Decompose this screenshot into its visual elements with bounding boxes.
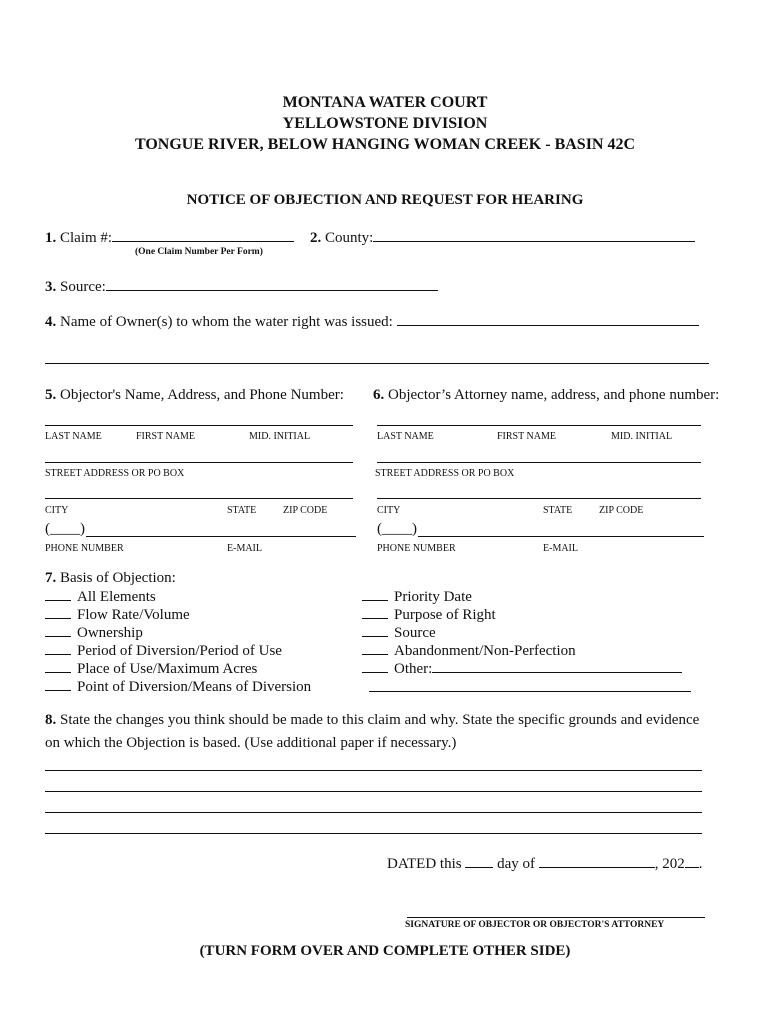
other-field-line2[interactable] <box>369 691 691 692</box>
basis-item-label: Priority Date <box>394 589 472 605</box>
claim-number-note: (One Claim Number Per Form) <box>135 247 263 257</box>
basis-checkbox[interactable] <box>45 588 71 601</box>
changes-text2: on which the Objection is based. (Use additional paper if necessary.) <box>45 735 457 751</box>
signature-label: SIGNATURE OF OBJECTOR OR OBJECTOR'S ATTORNEY <box>405 920 665 930</box>
objector-phone-paren: (____) <box>45 521 85 537</box>
attorney-phone-field[interactable] <box>418 536 704 537</box>
attorney-state-label: STATE <box>543 505 573 516</box>
basis-checkbox[interactable] <box>362 588 388 601</box>
basis-checkbox[interactable] <box>45 678 71 691</box>
basis-item-label: Flow Rate/Volume <box>77 607 190 623</box>
owner-label: Name of Owner(s) to whom the water right was issued: <box>60 314 393 330</box>
other-field[interactable] <box>432 660 682 673</box>
division-name: YELLOWSTONE DIVISION <box>282 115 488 132</box>
claim-number-field[interactable] <box>112 229 294 242</box>
county-field[interactable] <box>373 229 695 242</box>
objector-street-label: STREET ADDRESS OR PO BOX <box>45 468 185 479</box>
basis-item-label: Period of Diversion/Period of Use <box>77 643 282 659</box>
source-label: Source: <box>60 279 106 295</box>
claim-number-row <box>45 229 294 247</box>
basis-item-label: Source <box>394 625 436 641</box>
attorney-zip-label: ZIP CODE <box>599 505 644 516</box>
court-name: MONTANA WATER COURT <box>282 94 488 111</box>
basis-item[interactable] <box>45 606 311 624</box>
basis-right-list <box>362 588 682 678</box>
objector-last-name-label: LAST NAME <box>45 431 102 442</box>
basis-item[interactable] <box>362 606 682 624</box>
attorney-street-label: STREET ADDRESS OR PO BOX <box>375 468 515 479</box>
q8-number: 8. <box>45 712 57 728</box>
basis-item[interactable] <box>45 588 311 606</box>
attorney-city-label: CITY <box>377 505 401 516</box>
changes-field-line[interactable] <box>45 770 702 771</box>
q3-number: 3. <box>45 279 57 295</box>
objector-phone-field[interactable] <box>86 536 356 537</box>
attorney-first-name-label: FIRST NAME <box>497 431 556 442</box>
attorney-name-field[interactable] <box>377 425 701 426</box>
source-row <box>45 278 438 296</box>
turn-over-notice: (TURN FORM OVER AND COMPLETE OTHER SIDE) <box>199 943 571 959</box>
form-title: NOTICE OF OBJECTION AND REQUEST FOR HEARING <box>186 192 584 208</box>
basis-checkbox[interactable] <box>45 624 71 637</box>
attorney-email-label: E-MAIL <box>543 543 578 554</box>
dated-label: DATED this <box>387 856 462 872</box>
basis-item[interactable] <box>45 642 311 660</box>
attorney-street-field[interactable] <box>377 462 701 463</box>
basin-name: TONGUE RIVER, BELOW HANGING WOMAN CREEK - BASIN 42C <box>134 136 636 153</box>
owner-field-line2[interactable] <box>45 363 709 364</box>
basis-item[interactable] <box>45 660 311 678</box>
source-field[interactable] <box>106 278 438 291</box>
signature-field[interactable] <box>407 917 705 918</box>
day-of-label: day of <box>497 856 535 872</box>
objector-city-field[interactable] <box>45 498 353 499</box>
objector-state-label: STATE <box>227 505 257 516</box>
year-prefix: , 202 <box>654 856 685 872</box>
county-label: County: <box>325 230 374 246</box>
changes-field-line[interactable] <box>45 833 702 834</box>
objector-street-field[interactable] <box>45 462 353 463</box>
basis-item-label: All Elements <box>77 589 156 605</box>
q7-number: 7. <box>45 570 57 586</box>
objector-zip-label: ZIP CODE <box>283 505 328 516</box>
objector-mid-initial-label: MID. INITIAL <box>249 431 311 442</box>
basis-item-label: Ownership <box>77 625 143 641</box>
attorney-last-name-label: LAST NAME <box>377 431 434 442</box>
q5-number: 5. <box>45 387 57 403</box>
owner-row <box>45 313 699 331</box>
dated-month-field[interactable] <box>539 855 655 868</box>
county-row <box>310 229 695 247</box>
basis-checkbox[interactable] <box>45 642 71 655</box>
basis-item-label: Purpose of Right <box>394 607 496 623</box>
basis-item[interactable] <box>45 678 311 696</box>
basis-item-label: Other: <box>394 661 433 677</box>
q4-number: 4. <box>45 314 57 330</box>
basis-checkbox[interactable] <box>45 660 71 673</box>
basis-checkbox[interactable] <box>362 606 388 619</box>
basis-item-label: Place of Use/Maximum Acres <box>77 661 258 677</box>
basis-checkbox[interactable] <box>362 660 388 673</box>
basis-heading <box>45 570 176 587</box>
attorney-mid-initial-label: MID. INITIAL <box>611 431 673 442</box>
basis-item[interactable] <box>362 642 682 660</box>
attorney-city-field[interactable] <box>377 498 701 499</box>
basis-item-label: Abandonment/Non-Perfection <box>394 643 576 659</box>
basis-item-other[interactable] <box>362 660 682 678</box>
dated-row <box>387 855 703 873</box>
basis-left-list <box>45 588 311 696</box>
q2-number: 2. <box>310 230 322 246</box>
attorney-heading <box>373 387 719 404</box>
q6-number: 6. <box>373 387 385 403</box>
claim-number-label: Claim #: <box>60 230 113 246</box>
objector-label: Objector's Name, Address, and Phone Number: <box>60 387 344 403</box>
basis-checkbox[interactable] <box>45 606 71 619</box>
objector-city-label: CITY <box>45 505 69 516</box>
basis-item-label: Point of Diversion/Means of Diversion <box>77 679 312 695</box>
basis-checkbox[interactable] <box>362 624 388 637</box>
q1-number: 1. <box>45 230 57 246</box>
objector-phone-label: PHONE NUMBER <box>45 543 124 554</box>
basis-item[interactable] <box>362 588 682 606</box>
objector-first-name-label: FIRST NAME <box>136 431 195 442</box>
basis-item[interactable] <box>362 624 682 642</box>
dated-day-field[interactable] <box>465 855 493 868</box>
basis-label: Basis of Objection: <box>60 570 176 586</box>
attorney-phone-label: PHONE NUMBER <box>377 543 456 554</box>
changes-text1: State the changes you think should be made to this claim and why. State the specific grounds and evidence <box>60 712 700 728</box>
changes-text-line1 <box>45 712 699 729</box>
dated-year-field[interactable] <box>685 855 699 868</box>
basis-item[interactable] <box>45 624 311 642</box>
attorney-phone-paren: (____) <box>377 521 417 537</box>
objector-heading <box>45 387 344 404</box>
attorney-label: Objector’s Attorney name, address, and phone number: <box>388 387 720 403</box>
owner-field[interactable] <box>397 313 699 326</box>
basis-checkbox[interactable] <box>362 642 388 655</box>
dated-period: . <box>698 856 703 872</box>
changes-field-line[interactable] <box>45 812 702 813</box>
changes-field-line[interactable] <box>45 791 702 792</box>
objector-name-field[interactable] <box>45 425 353 426</box>
objector-email-label: E-MAIL <box>227 543 262 554</box>
